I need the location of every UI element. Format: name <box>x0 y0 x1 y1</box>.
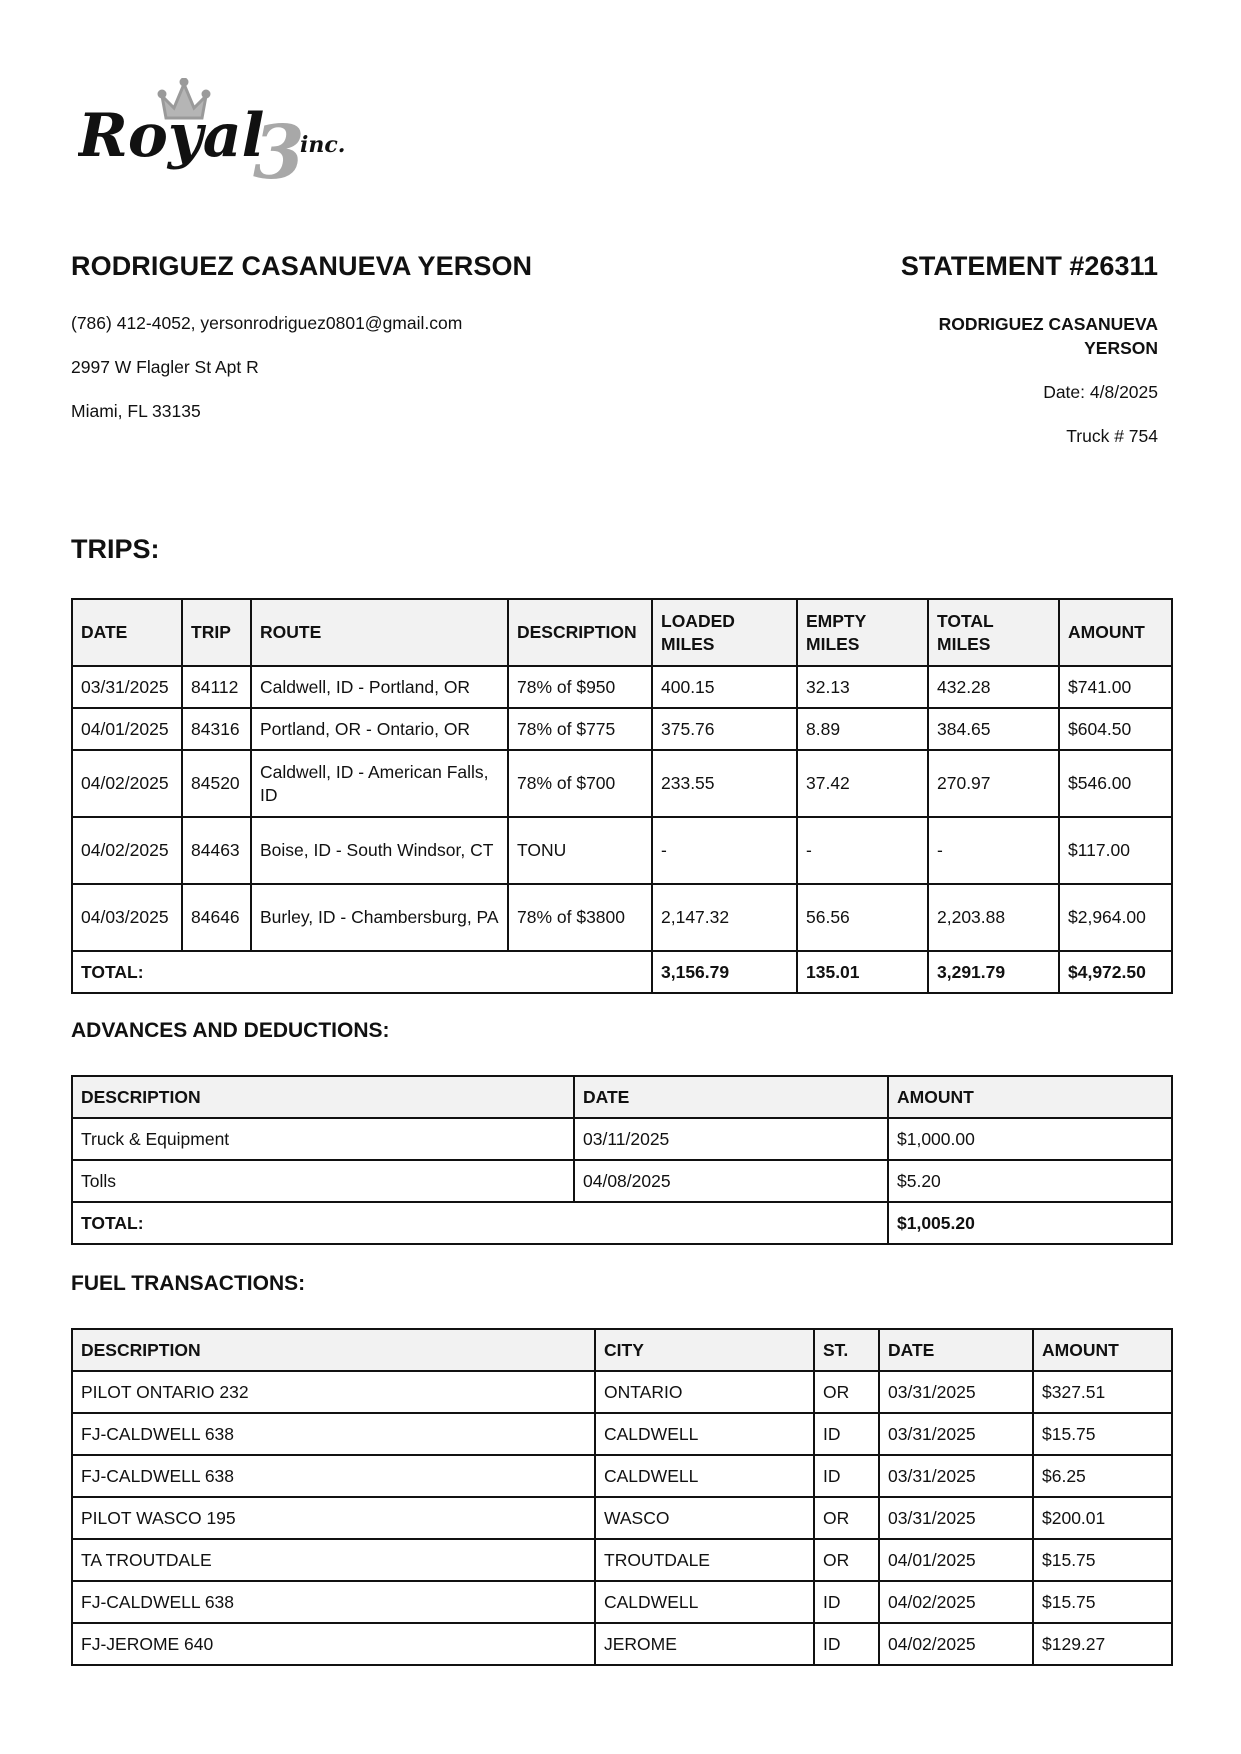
col-description: DESCRIPTION <box>508 599 652 666</box>
company-logo <box>78 78 388 198</box>
address-line-2: Miami, FL 33135 <box>71 401 201 421</box>
royal-3-logo-graphic <box>78 78 388 198</box>
col-amount: AMOUNT <box>1033 1329 1172 1371</box>
advance-amount: $1,000.00 <box>888 1118 1172 1160</box>
col-date: DATE <box>574 1076 888 1118</box>
col-amount: AMOUNT <box>888 1076 1172 1118</box>
trip-date: 04/02/2025 <box>72 750 182 817</box>
trip-description: 78% of $775 <box>508 708 652 750</box>
trip-date: 04/02/2025 <box>72 817 182 884</box>
truck-number: Truck # 754 <box>1066 426 1158 446</box>
fuel-description: FJ-CALDWELL 638 <box>72 1413 595 1455</box>
col-route: ROUTE <box>251 599 508 666</box>
trip-route: Caldwell, ID - Portland, OR <box>251 666 508 708</box>
trips-total-row <box>72 951 1172 993</box>
trip-route: Caldwell, ID - American Falls, ID <box>251 750 508 817</box>
advances-heading: ADVANCES AND DEDUCTIONS: <box>71 1019 390 1042</box>
advances-header-row <box>72 1076 1172 1118</box>
fuel-state: ID <box>814 1413 879 1455</box>
advance-date: 04/08/2025 <box>574 1160 888 1202</box>
trip-description: 78% of $700 <box>508 750 652 817</box>
trip-description: 78% of $3800 <box>508 884 652 951</box>
fuel-city: JEROME <box>595 1623 814 1665</box>
logo-numeral-text: 3 <box>253 110 305 196</box>
statement-info-block <box>858 312 1158 448</box>
trip-route: Portland, OR - Ontario, OR <box>251 708 508 750</box>
trip-loaded-miles: - <box>652 817 797 884</box>
trips-table <box>71 598 1173 994</box>
trip-loaded-miles: 2,147.32 <box>652 884 797 951</box>
fuel-date: 04/01/2025 <box>879 1539 1033 1581</box>
fuel-amount: $200.01 <box>1033 1497 1172 1539</box>
fuel-heading: FUEL TRANSACTIONS: <box>71 1272 306 1295</box>
trip-date: 04/03/2025 <box>72 884 182 951</box>
contact-line: (786) 412-4052, yersonrodriguez0801@gmail.com <box>71 313 463 333</box>
table-row <box>72 708 1172 750</box>
trip-total-miles: 384.65 <box>928 708 1059 750</box>
trip-loaded-miles: 375.76 <box>652 708 797 750</box>
driver-contact-block <box>71 312 462 444</box>
advances-total-label: TOTAL: <box>72 1202 888 1244</box>
trip-total-miles: - <box>928 817 1059 884</box>
trip-total-miles: 432.28 <box>928 666 1059 708</box>
table-row <box>72 1118 1172 1160</box>
fuel-state: ID <box>814 1581 879 1623</box>
trip-loaded-miles: 233.55 <box>652 750 797 817</box>
trip-empty-miles: 8.89 <box>797 708 928 750</box>
table-row <box>72 1497 1172 1539</box>
trip-description: TONU <box>508 817 652 884</box>
fuel-state: ID <box>814 1455 879 1497</box>
col-loaded-miles: LOADED MILES <box>652 599 797 666</box>
trip-empty-miles: 32.13 <box>797 666 928 708</box>
trip-number: 84463 <box>182 817 251 884</box>
col-trip: TRIP <box>182 599 251 666</box>
fuel-amount: $15.75 <box>1033 1539 1172 1581</box>
trip-route: Boise, ID - South Windsor, CT <box>251 817 508 884</box>
advances-total-row <box>72 1202 1172 1244</box>
table-row <box>72 1539 1172 1581</box>
trip-amount: $117.00 <box>1059 817 1172 884</box>
logo-brand-text: Royal <box>78 101 265 171</box>
trip-number: 84646 <box>182 884 251 951</box>
trip-number: 84316 <box>182 708 251 750</box>
col-description: DESCRIPTION <box>72 1329 595 1371</box>
table-row <box>72 1455 1172 1497</box>
fuel-state: OR <box>814 1539 879 1581</box>
col-empty-miles: EMPTY MILES <box>797 599 928 666</box>
trip-amount: $546.00 <box>1059 750 1172 817</box>
fuel-date: 03/31/2025 <box>879 1455 1033 1497</box>
col-date: DATE <box>879 1329 1033 1371</box>
fuel-city: CALDWELL <box>595 1413 814 1455</box>
advances-table <box>71 1075 1173 1245</box>
fuel-header-row <box>72 1329 1172 1371</box>
trip-total-miles: 2,203.88 <box>928 884 1059 951</box>
trips-total-amount: $4,972.50 <box>1059 951 1172 993</box>
trip-total-miles: 270.97 <box>928 750 1059 817</box>
trip-empty-miles: - <box>797 817 928 884</box>
trips-total-label: TOTAL: <box>72 951 652 993</box>
fuel-date: 04/02/2025 <box>879 1623 1033 1665</box>
advance-description: Tolls <box>72 1160 574 1202</box>
trip-number: 84520 <box>182 750 251 817</box>
col-city: CITY <box>595 1329 814 1371</box>
fuel-city: WASCO <box>595 1497 814 1539</box>
fuel-city: CALDWELL <box>595 1455 814 1497</box>
table-row <box>72 1581 1172 1623</box>
fuel-amount: $15.75 <box>1033 1413 1172 1455</box>
table-row <box>72 1160 1172 1202</box>
trip-number: 84112 <box>182 666 251 708</box>
table-row <box>72 750 1172 817</box>
table-row <box>72 1623 1172 1665</box>
trip-amount: $2,964.00 <box>1059 884 1172 951</box>
trip-empty-miles: 37.42 <box>797 750 928 817</box>
trip-amount: $741.00 <box>1059 666 1172 708</box>
fuel-city: CALDWELL <box>595 1581 814 1623</box>
table-row <box>72 1413 1172 1455</box>
fuel-amount: $6.25 <box>1033 1455 1172 1497</box>
fuel-city: ONTARIO <box>595 1371 814 1413</box>
trips-heading: TRIPS: <box>71 534 160 564</box>
col-date: DATE <box>72 599 182 666</box>
bill-to-name-line-1: RODRIGUEZ CASANUEVA <box>938 314 1158 334</box>
fuel-description: PILOT WASCO 195 <box>72 1497 595 1539</box>
driver-name: RODRIGUEZ CASANUEVA YERSON <box>71 251 533 281</box>
statement-date: Date: 4/8/2025 <box>1043 382 1158 402</box>
trips-header-row <box>72 599 1172 666</box>
table-row <box>72 817 1172 884</box>
trip-amount: $604.50 <box>1059 708 1172 750</box>
trip-date: 04/01/2025 <box>72 708 182 750</box>
fuel-city: TROUTDALE <box>595 1539 814 1581</box>
fuel-description: TA TROUTDALE <box>72 1539 595 1581</box>
fuel-table <box>71 1328 1173 1666</box>
fuel-description: FJ-CALDWELL 638 <box>72 1455 595 1497</box>
logo-suffix-text: inc. <box>300 132 346 158</box>
advance-date: 03/11/2025 <box>574 1118 888 1160</box>
fuel-date: 03/31/2025 <box>879 1413 1033 1455</box>
table-row <box>72 1371 1172 1413</box>
advance-amount: $5.20 <box>888 1160 1172 1202</box>
fuel-amount: $15.75 <box>1033 1581 1172 1623</box>
fuel-state: OR <box>814 1497 879 1539</box>
fuel-date: 04/02/2025 <box>879 1581 1033 1623</box>
trip-route: Burley, ID - Chambersburg, PA <box>251 884 508 951</box>
fuel-date: 03/31/2025 <box>879 1497 1033 1539</box>
bill-to-name-line-2: YERSON <box>1084 338 1158 358</box>
fuel-state: OR <box>814 1371 879 1413</box>
trips-total-miles: 3,291.79 <box>928 951 1059 993</box>
advance-description: Truck & Equipment <box>72 1118 574 1160</box>
fuel-state: ID <box>814 1623 879 1665</box>
table-row <box>72 666 1172 708</box>
trips-total-empty: 135.01 <box>797 951 928 993</box>
col-state: ST. <box>814 1329 879 1371</box>
trip-description: 78% of $950 <box>508 666 652 708</box>
col-total-miles: TOTAL MILES <box>928 599 1059 666</box>
fuel-amount: $129.27 <box>1033 1623 1172 1665</box>
trip-date: 03/31/2025 <box>72 666 182 708</box>
table-row <box>72 884 1172 951</box>
trip-loaded-miles: 400.15 <box>652 666 797 708</box>
col-description: DESCRIPTION <box>72 1076 574 1118</box>
fuel-description: FJ-JEROME 640 <box>72 1623 595 1665</box>
fuel-amount: $327.51 <box>1033 1371 1172 1413</box>
col-amount: AMOUNT <box>1059 599 1172 666</box>
fuel-description: PILOT ONTARIO 232 <box>72 1371 595 1413</box>
bill-to-name <box>858 312 1158 360</box>
trips-total-loaded: 3,156.79 <box>652 951 797 993</box>
fuel-date: 03/31/2025 <box>879 1371 1033 1413</box>
address-line-1: 2997 W Flagler St Apt R <box>71 357 259 377</box>
statement-number: STATEMENT #26311 <box>900 251 1158 281</box>
fuel-description: FJ-CALDWELL 638 <box>72 1581 595 1623</box>
trip-empty-miles: 56.56 <box>797 884 928 951</box>
advances-total-amount: $1,005.20 <box>888 1202 1172 1244</box>
